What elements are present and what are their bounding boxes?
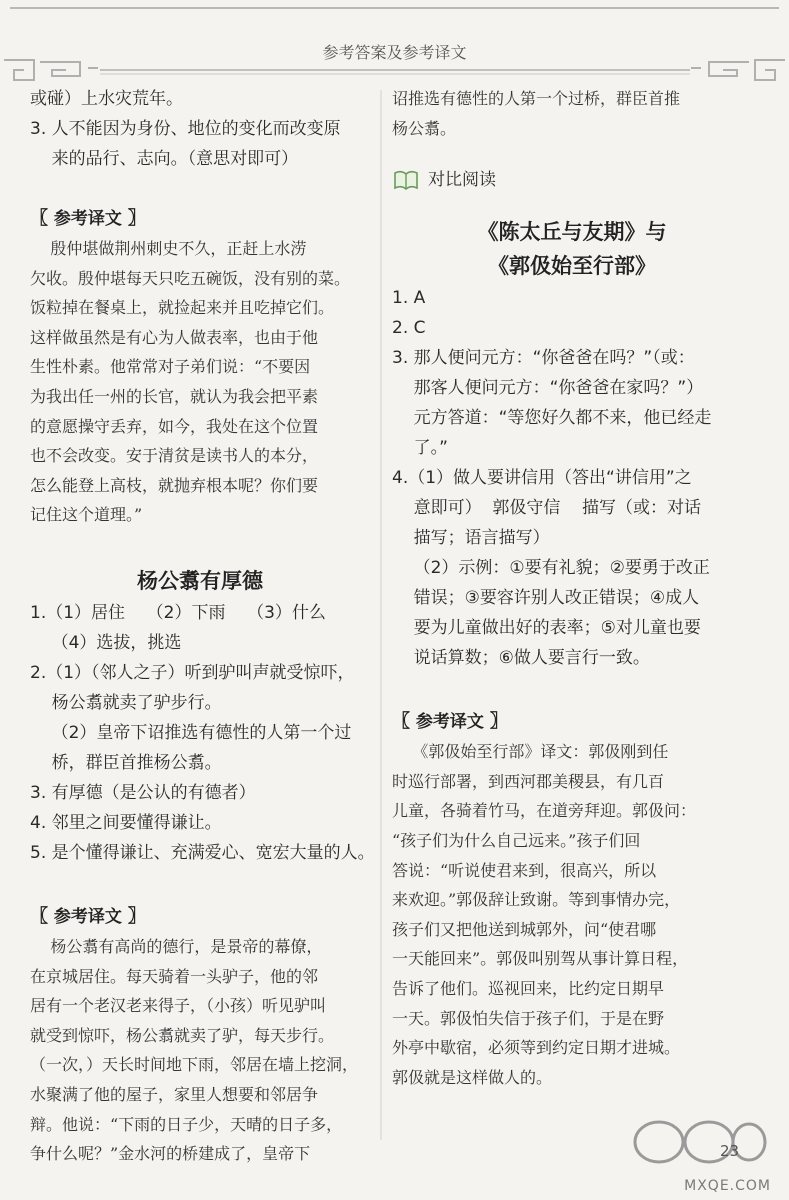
section-title-yang-gongzhu: 杨公翥有厚德 (137, 567, 263, 593)
answer-line: 了。” (392, 438, 448, 459)
section-title-line-2: 《郭伋始至行部》 (488, 253, 656, 279)
answer-line: 3. 有厚德（是公认的有德者） (30, 782, 256, 803)
intro-line: 或碰）上水灾荒年。 (30, 89, 183, 109)
watermark-logo (619, 1112, 769, 1172)
answer-line: 杨公翥就卖了驴步行。 (30, 692, 222, 713)
answer-line: 1.（1）居住 （2）下雨 （3）什么 (30, 602, 326, 623)
section-heading-translation-3: 〖 参考译文 〗 (392, 711, 508, 733)
intro-line: 来的品行、志向。（意思对即可） (30, 149, 299, 169)
book-icon (392, 168, 420, 192)
answer-line: 4.（1）做人要讲信用（答出“讲信用”之 (392, 468, 692, 489)
answer-line: 元方答道：“等您好久都不来，他已经走 (392, 408, 712, 429)
translation-2-continued: 诏推选有德性的人第一个过桥，群臣首推 杨公翥。 (392, 89, 681, 138)
left-column (30, 84, 375, 1169)
section-heading-translation-1: 〖 参考译文 〗 (30, 208, 146, 229)
translation-1: 殷仲堪做荆州刺史不久，正赶上水涝 欠收。殷仲堪每天只吃五碗饭，没有别的菜。 饭粒掉在餐桌上，就捡起来并且吃掉它们。 这样做虽然是有心为人做表率，也由于他 生性朴素。他常常对子弟们说：“不要因 为我出任一州的长官，就认为我会把平素 的意愿操守丢弃，如今，我处在这个位置 也不会改变。安于清贫是读书人的本分， 怎么能登上高枝，就抛弃根本呢？你们要 记住这个道理。” (30, 239, 351, 525)
translation-3: 《郭伋始至行部》译文：郭伋刚到任 时巡行部署，到西河郡美稷县，有几百 儿童，各骑着竹马，在道旁拜迎。郭伋问： “孩子们为什么自己远来。”孩子们回 答说：“听说使君来到，很高兴，所以 来欢迎。”郭伋辞让致谢。等到事情办完， 孩子们又把他送到城郭外，问“使君哪 一天能回来”。郭伋叫别驾从事计算日程， 告诉了他们。巡视回来，比约定日期早 一天。郭伋怕失信于孩子们，于是在野 外亭中歇宿，必须等到约定日期才进城。 郭伋就是这样做人的。 (392, 742, 697, 1087)
page-header: 参考答案及参考译文 (322, 43, 467, 62)
answer-line: 4. 邻里之间要懂得谦让。 (30, 812, 222, 833)
answer-line: 说话算数；⑥做人要言行一致。 (392, 648, 650, 669)
translation-2: 杨公翥有高尚的德行，是景帝的幕僚， 在京城居住。每天骑着一头驴子，他的邻 居有一个老汉老来得子，（小孩）听见驴叫 就受到惊吓，杨公翥就卖了驴，每天步行。 （一次，）天长时间地下雨，邻居在墙上挖洞， 水聚满了他的屋子，家里人想要和邻居争 辩。他说：“下雨的日子少，天晴的日子多， 争什么呢？”金水河的桥建成了，皇帝下 (30, 936, 359, 1164)
section-heading-translation-2: 〖 参考译文 〗 (30, 905, 146, 927)
answer-line: 错误；③要容许别人改正错误；④成人 (392, 588, 700, 609)
answer-line: 3. 那人便问元方：“你爸爸在吗？”（或： (392, 348, 695, 369)
section-title-line-1: 《陈太丘与友期》与 (477, 219, 667, 245)
answer-line: 描写；语言描写） (392, 528, 550, 549)
badge-label: 对比阅读 (428, 170, 496, 191)
answer-line: 2. C (392, 318, 426, 339)
intro-line: 3. 人不能因为身份、地位的变化而改变原 (30, 119, 341, 139)
answer-line: 1. A (392, 288, 426, 309)
watermark-text: MXQE.COM (684, 1178, 771, 1194)
answer-line: 那客人便问元方：“你爸爸在家吗？”） (392, 378, 704, 399)
answer-line: 意即可） 郭伋守信 描写（或：对话 (392, 498, 702, 519)
answer-line: 5. 是个懂得谦让、充满爱心、宽宏大量的人。 (30, 842, 375, 863)
answer-line: 2.（1）（邻人之子）听到驴叫声就受惊吓， (30, 662, 355, 683)
contrast-reading-badge (392, 165, 752, 195)
answer-line: 要为儿童做出好的表率；⑤对儿童也要 (392, 618, 701, 639)
page-number: 23 (720, 1142, 740, 1160)
answer-line: 桥，群臣首推杨公翥。 (30, 752, 222, 773)
answer-line: （2）示例：①要有礼貌；②要勇于改正 (392, 558, 710, 579)
answer-line: （2）皇帝下诏推选有德性的人第一个过 (30, 722, 352, 743)
answer-line: （4）选拔，挑选 (30, 632, 182, 653)
right-column (392, 84, 752, 1092)
